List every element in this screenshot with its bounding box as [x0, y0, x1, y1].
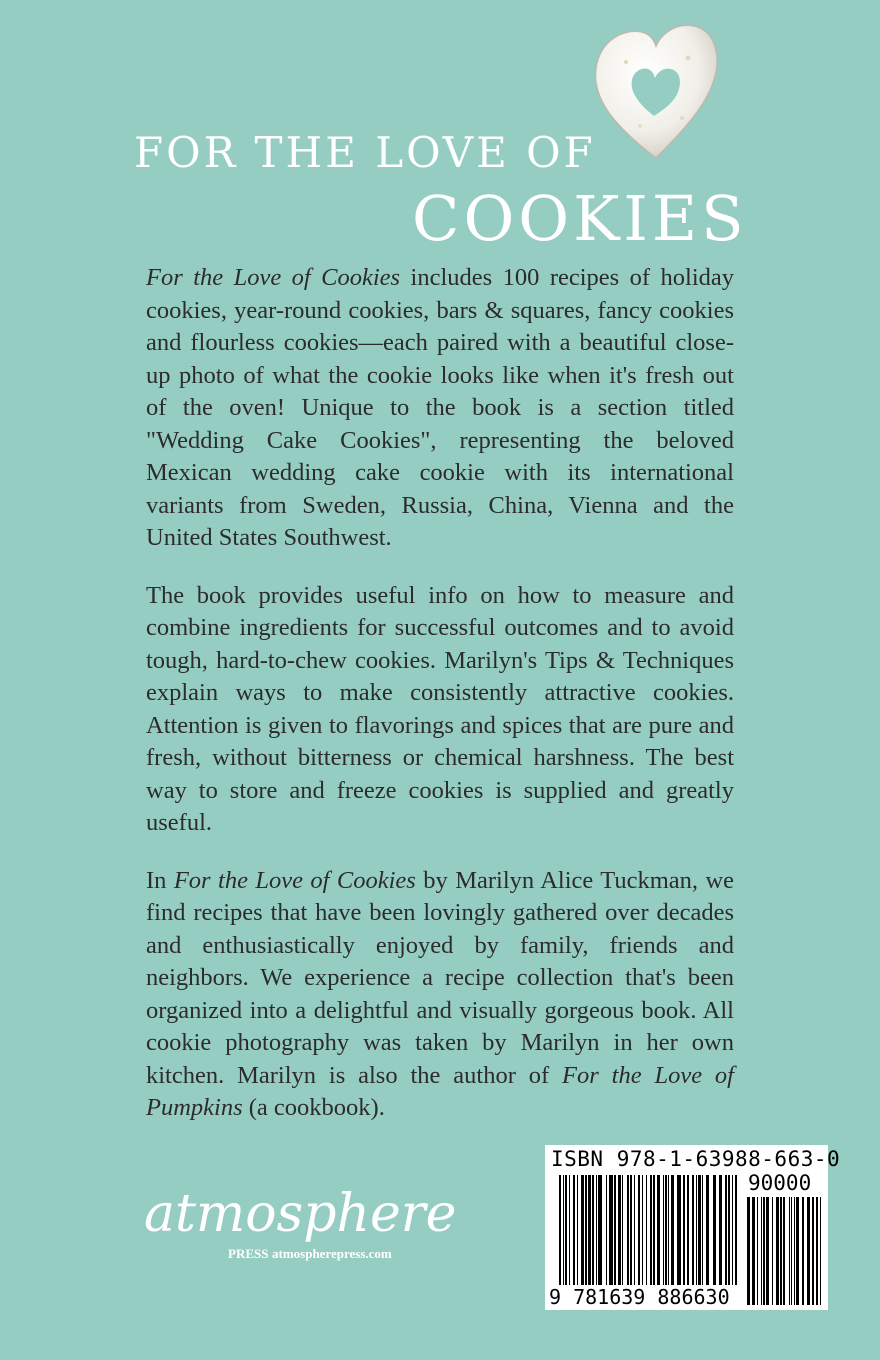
- barcode-bar: [698, 1175, 701, 1285]
- barcode-bar: [816, 1197, 818, 1305]
- barcode-bar: [725, 1175, 727, 1285]
- publisher-name: atmosphere: [144, 1184, 457, 1244]
- barcode-bar: [588, 1175, 591, 1285]
- barcode-bar: [634, 1175, 635, 1285]
- barcode-bar: [719, 1175, 722, 1285]
- barcode-bar: [581, 1175, 584, 1285]
- barcode-bar: [650, 1175, 652, 1285]
- barcode-bar: [627, 1175, 629, 1285]
- barcode-bar: [783, 1197, 785, 1305]
- barcode-bar: [609, 1175, 613, 1285]
- barcode-bar: [565, 1175, 567, 1285]
- other-book-title-italic: For the Love of Pumpkins: [146, 1061, 734, 1121]
- barcode-bar: [802, 1197, 804, 1305]
- barcode-bar: [663, 1175, 664, 1285]
- barcode-bar: [728, 1175, 730, 1285]
- barcode-bar: [569, 1175, 570, 1285]
- barcode-bar: [763, 1197, 765, 1305]
- barcode-bar: [559, 1175, 561, 1285]
- barcode-bar: [687, 1175, 689, 1285]
- barcode-bar: [696, 1175, 697, 1285]
- barcode-bar: [585, 1175, 587, 1285]
- barcode-bar: [668, 1175, 669, 1285]
- barcode-bar: [820, 1197, 821, 1305]
- publisher-press-label: PRESS: [228, 1246, 269, 1261]
- price-code: 90000: [748, 1171, 812, 1195]
- description-text: by Marilyn Alice Tuckman, we find recipes that have been lovingly gathered over decades and enthusiastically enjoyed by family, friends and neighbors. We experience a recipe collection that's been organized into a delightful and visually gorgeous book. All cookie photography was taken by Marilyn in her own kitchen. Marilyn is also the author of: [146, 866, 735, 1089]
- description-text: In: [146, 866, 174, 894]
- barcode-bar: [646, 1175, 647, 1285]
- barcode-bar: [791, 1197, 792, 1305]
- barcode-bar: [642, 1175, 643, 1285]
- ean-barcode-bars: [559, 1175, 737, 1285]
- barcode-bar: [752, 1197, 755, 1305]
- barcode-bar: [747, 1197, 750, 1305]
- barcode-bar: [592, 1175, 594, 1285]
- barcode-bar: [761, 1197, 762, 1305]
- barcode-bar: [772, 1197, 773, 1305]
- barcode-bar: [766, 1197, 769, 1305]
- isbn-label: ISBN 978-1-63988-663-0: [551, 1147, 841, 1171]
- barcode-bar: [618, 1175, 621, 1285]
- barcode-bar: [598, 1175, 602, 1285]
- barcode-bar: [776, 1197, 779, 1305]
- title-line-2: COOKIES: [412, 182, 748, 255]
- barcode-bar: [671, 1175, 674, 1285]
- description-text: includes 100 recipes of holiday cookies, year-round cookies, bars & squares, fancy cookies and flourless cookies—each paired with a beautiful close-up photo of what the cookie looks like when it's fresh out of the oven! Unique to the book is a section titled "Wedding Cake Cookies", representing the beloved Mexican wedding cake cookie with its international variants from Sweden, Russia, China, Vienna and the United States Southwest.: [146, 264, 734, 551]
- barcode-bar: [780, 1197, 782, 1305]
- barcode-bar: [732, 1175, 733, 1285]
- isbn-barcode: [545, 1145, 841, 1310]
- barcode-bar: [683, 1175, 685, 1285]
- barcode-bar: [622, 1175, 623, 1285]
- barcode-bar: [735, 1175, 737, 1285]
- barcode-bar: [657, 1175, 660, 1285]
- barcode-bar: [812, 1197, 814, 1305]
- description-text: (a cookbook).: [242, 1094, 385, 1121]
- barcode-bar: [596, 1175, 597, 1285]
- barcode-bar: [638, 1175, 640, 1285]
- book-description: [146, 262, 734, 1150]
- barcode-bar: [789, 1197, 790, 1305]
- barcode-bar: [757, 1197, 758, 1305]
- barcode-bar: [692, 1175, 694, 1285]
- barcode-bar: [614, 1175, 616, 1285]
- book-title-italic: For the Love of Cookies: [146, 264, 401, 291]
- book-title-italic: For the Love of Cookies: [173, 866, 416, 894]
- title-line-1: FOR THE LOVE OF: [134, 128, 596, 177]
- description-paragraph-1: [146, 262, 734, 555]
- barcode-bar: [706, 1175, 709, 1285]
- barcode-bar: [796, 1197, 799, 1305]
- addon-barcode-bars: [747, 1197, 821, 1305]
- heart-cookie-icon: [590, 18, 722, 166]
- barcode-bar: [577, 1175, 578, 1285]
- barcode-bar: [653, 1175, 655, 1285]
- barcode-bar: [563, 1175, 564, 1285]
- barcode-bar: [630, 1175, 632, 1285]
- publisher-url: atmospherepress.com: [272, 1246, 392, 1261]
- publisher-logo: [144, 1184, 457, 1274]
- barcode-bar: [702, 1175, 703, 1285]
- barcode-bar: [677, 1175, 681, 1285]
- description-paragraph-3: [146, 865, 734, 1125]
- barcode-bar: [713, 1175, 716, 1285]
- barcode-bar: [665, 1175, 667, 1285]
- description-paragraph-2: [146, 580, 734, 840]
- description-text: The book provides useful info on how to measure and combine ingredients for successful outcomes and to avoid tough, hard-to-chew cookies. Marilyn's Tips & Techniques explain ways to make consistently attractive cookies. Attention is given to flavorings and spices that are pure and fresh, without bitterness or chemical harshness. The best way to store and freeze cookies is supplied and greatly useful.: [146, 581, 734, 836]
- barcode-bar: [573, 1175, 575, 1285]
- barcode-bar: [606, 1175, 607, 1285]
- barcode-bar: [794, 1197, 795, 1305]
- barcode-bar: [807, 1197, 810, 1305]
- ean-digits: 9 781639 886630: [549, 1285, 730, 1309]
